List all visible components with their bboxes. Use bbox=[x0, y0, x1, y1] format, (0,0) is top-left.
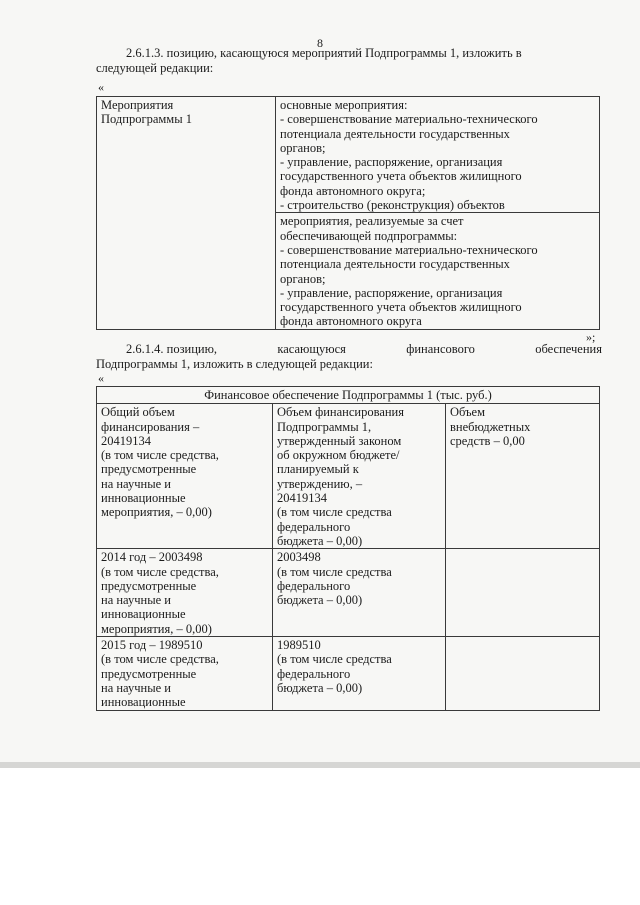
cell-line: мероприятия, – 0,00) bbox=[101, 505, 212, 520]
cell-line: мероприятия, – 0,00) bbox=[101, 621, 212, 636]
cell-line: инновационные bbox=[101, 695, 186, 710]
total-financing-cell bbox=[97, 404, 273, 549]
measures-line: органов; bbox=[280, 140, 326, 155]
measures-label-line: Мероприятия bbox=[101, 98, 174, 112]
measures-line: обеспечивающей подпрограммы: bbox=[280, 228, 458, 243]
page-bottom-edge bbox=[0, 762, 640, 768]
measures-line: фонда автономного округа bbox=[280, 314, 422, 329]
cell-line: 2003498 bbox=[277, 550, 321, 565]
year-extrabudgetary-cell bbox=[446, 637, 600, 710]
budget-financing-cell bbox=[273, 404, 446, 549]
cell-line: Объем финансирования bbox=[277, 405, 404, 420]
measures-table bbox=[96, 96, 600, 330]
cell-line: предусмотренные bbox=[101, 666, 197, 681]
cell-line: 1989510 bbox=[277, 638, 321, 653]
measures-label-line: Подпрограммы 1 bbox=[101, 112, 192, 127]
measures-line: мероприятия, реализуемые за счет bbox=[280, 214, 464, 229]
cell-line: федерального bbox=[277, 666, 351, 681]
extrabudgetary-cell bbox=[446, 404, 600, 549]
year-total-cell bbox=[97, 549, 273, 637]
measures-line: основные мероприятия: bbox=[280, 98, 408, 112]
cell-line: бюджета – 0,00) bbox=[277, 680, 363, 695]
supporting-measures-cell bbox=[276, 213, 600, 329]
cell-line: Объем bbox=[450, 405, 485, 420]
section-2-intro bbox=[96, 342, 602, 372]
cell-line: Подпрограммы 1, bbox=[277, 419, 372, 434]
cell-line: на научные и bbox=[101, 680, 171, 695]
year-budget-cell bbox=[273, 637, 446, 710]
cell-line: Общий объем bbox=[101, 405, 175, 420]
year-total-cell bbox=[97, 637, 273, 710]
cell-line: на научные и bbox=[101, 593, 171, 608]
cell-line: планируемый к bbox=[277, 462, 359, 477]
measures-line: - совершенствование материально-технического bbox=[280, 242, 538, 257]
section-1-intro bbox=[96, 46, 602, 76]
table-row bbox=[97, 637, 600, 710]
cell-line: (в том числе средства bbox=[277, 505, 392, 520]
year-budget-cell bbox=[273, 549, 446, 637]
section-1-intro-line: следующей редакции: bbox=[96, 61, 214, 75]
cell-line: инновационные bbox=[101, 491, 186, 506]
measures-line: государственного учета объектов жилищного bbox=[280, 300, 522, 315]
year-extrabudgetary-cell bbox=[446, 549, 600, 637]
measures-line: - управление, распоряжение, организация bbox=[280, 285, 503, 300]
measures-line: - строительство (реконструкция) объектов bbox=[280, 198, 505, 213]
page-number: 8 bbox=[317, 36, 323, 50]
measures-line: - управление, распоряжение, организация bbox=[280, 155, 503, 170]
measures-line: потенциала деятельности государственных bbox=[280, 126, 510, 141]
cell-line: инновационные bbox=[101, 607, 186, 622]
open-quote: « bbox=[98, 371, 104, 385]
cell-line: (в том числе средства, bbox=[101, 652, 219, 667]
cell-line: бюджета – 0,00) bbox=[277, 533, 363, 548]
cell-line: (в том числе средства bbox=[277, 652, 392, 667]
cell-line: средств – 0,00 bbox=[450, 433, 525, 448]
cell-line: утвержденный законом bbox=[277, 433, 402, 448]
measures-line: органов; bbox=[280, 271, 326, 286]
financing-table-title: Финансовое обеспечение Подпрограммы 1 (тыс. руб.) bbox=[97, 387, 600, 404]
cell-line: 20419134 bbox=[101, 433, 151, 448]
cell-line: предусмотренные bbox=[101, 578, 197, 593]
cell-line: предусмотренные bbox=[101, 462, 197, 477]
cell-line: финансирования – bbox=[101, 419, 200, 434]
section-2-intro-line: 2.6.1.4. позицию, касающуюся финансового обеспечения bbox=[126, 342, 602, 356]
cell-line: 2015 год – 1989510 bbox=[101, 638, 203, 653]
measures-label-cell bbox=[97, 97, 276, 330]
cell-line: (в том числе средства bbox=[277, 564, 392, 579]
section-1-intro-line: 2.6.1.3. позицию, касающуюся мероприятий Подпрограммы 1, изложить в bbox=[126, 46, 522, 60]
cell-line: на научные и bbox=[101, 476, 171, 491]
cell-line: (в том числе средства, bbox=[101, 448, 219, 463]
cell-line: федерального bbox=[277, 578, 351, 593]
measures-line: - совершенствование материально-технического bbox=[280, 112, 538, 127]
main-measures-cell bbox=[276, 97, 600, 213]
cell-line: 2014 год – 2003498 bbox=[101, 550, 203, 565]
cell-line: утверждению, – bbox=[277, 476, 363, 491]
table-row bbox=[97, 549, 600, 637]
cell-line: бюджета – 0,00) bbox=[277, 593, 363, 608]
section-2-intro-line: Подпрограммы 1, изложить в следующей редакции: bbox=[96, 357, 373, 371]
close-quote: »; bbox=[586, 330, 596, 344]
cell-line: федерального bbox=[277, 519, 351, 534]
measures-line: государственного учета объектов жилищного bbox=[280, 169, 522, 184]
cell-line: об окружном бюджете/ bbox=[277, 448, 400, 463]
cell-line: 20419134 bbox=[277, 491, 327, 506]
cell-line: (в том числе средства, bbox=[101, 564, 219, 579]
financing-table bbox=[96, 386, 600, 711]
measures-line: фонда автономного округа; bbox=[280, 183, 426, 198]
open-quote: « bbox=[98, 80, 104, 94]
cell-line: внебюджетных bbox=[450, 419, 531, 434]
measures-line: потенциала деятельности государственных bbox=[280, 257, 510, 272]
